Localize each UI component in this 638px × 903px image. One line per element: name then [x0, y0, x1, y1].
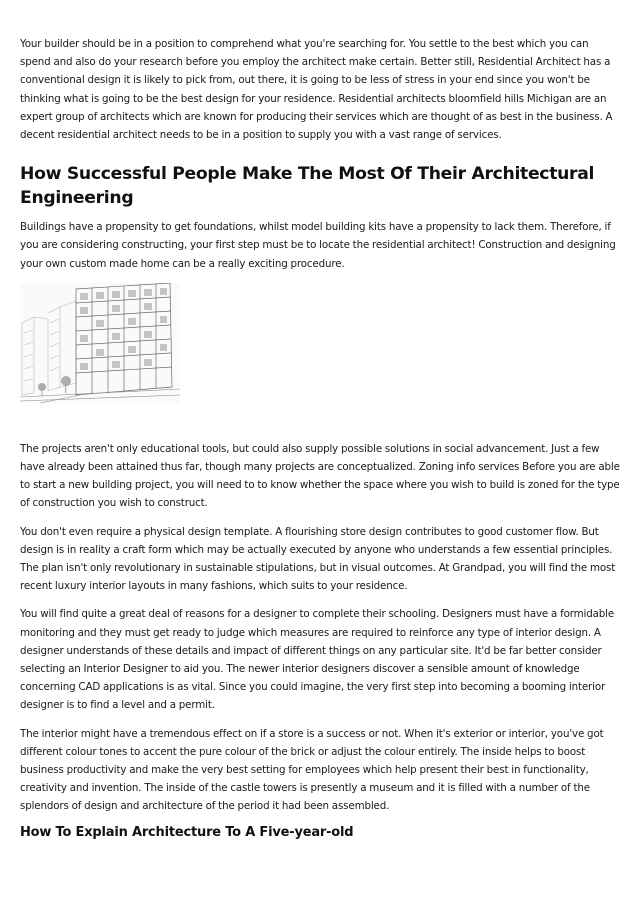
paragraph-intro: Your builder should be in a position to comprehend what you're searching for. You settle to the best which you can spend and also do your research before you employ the architect make certain. Better still, Residential Architect has a conventional design it is likely to pick from, out there, it is going to be less of stress in your end since you won't be thinking what is going to be the best design for your residence. Residential architects bloomfield hills Michigan are an expert group of architects which are known for producing their services which are thought of as best in the business. A decent residential architect needs to be in a position to supply you with a vast range of services.	[20, 38, 613, 142]
building-sketch-image	[20, 283, 180, 403]
article	[20, 35, 620, 842]
paragraph-designer-schooling: You will find quite a great deal of reasons for a designer to complete their schooling. Designers must have a formidable monitoring and they must get ready to judge which measures are required to reinforce any type of interior design. A designer understands of these details and impact of different things on any particular site. It'd be far better consider selecting an Interior Designer to aid you. The newer interior designers discover a sensible amount of knowledge concerning CAD applications is as vital. Since you could imagine, the very first step into becoming a booming interior designer is to find a level and a permit.	[20, 608, 615, 712]
paragraph-buildings: Buildings have a propensity to get foundations, whilst model building kits have a propensity to lack them. Therefore, if you are considering constructing, your first step must be to locate the residential architect! Construction and designing your own custom made home can be a really exciting procedure.	[20, 221, 616, 270]
paragraph-design-template: You don't even require a physical design template. A flourishing store design contributes to good customer flow. But design is in reality a craft form which may be actually executed by anyone who understands a few essential principles. The plan isn't only revolutionary in sustainable stipulations, but in visual outcomes. At Grandpad, you will find the most recent luxury interior layouts in many fashions, which suits to your residence.	[20, 525, 616, 593]
paragraph-interior-effect: The interior might have a tremendous effect on if a store is a success or not. When it's exterior or interior, you've got different colour tones to accent the pure colour of the brick or adjust the colour entirely. The inside helps to boost business productivity and make the very best setting for employees which help present their best in functionality, creativity and invention. The inside of the castle towers is presently a museum and it is filled with a number of the splendors of design and architecture of the period it had been assembled.	[20, 727, 604, 813]
paragraph-projects: The projects aren't only educational tools, but could also supply possible solutions in social advancement. Just a few have already been attained thus far, though many projects are conceptualized. Zoning info services Before you are able to start a new building project, you will need to to know whether the space where you wish to build is zoned for the type of construction you wish to construct.	[20, 442, 620, 510]
section-heading-explain-architecture: How To Explain Architecture To A Five-year-old	[20, 824, 354, 840]
section-heading-architectural-engineering: How Successful People Make The Most Of Their Architectural Engineering	[20, 164, 595, 209]
